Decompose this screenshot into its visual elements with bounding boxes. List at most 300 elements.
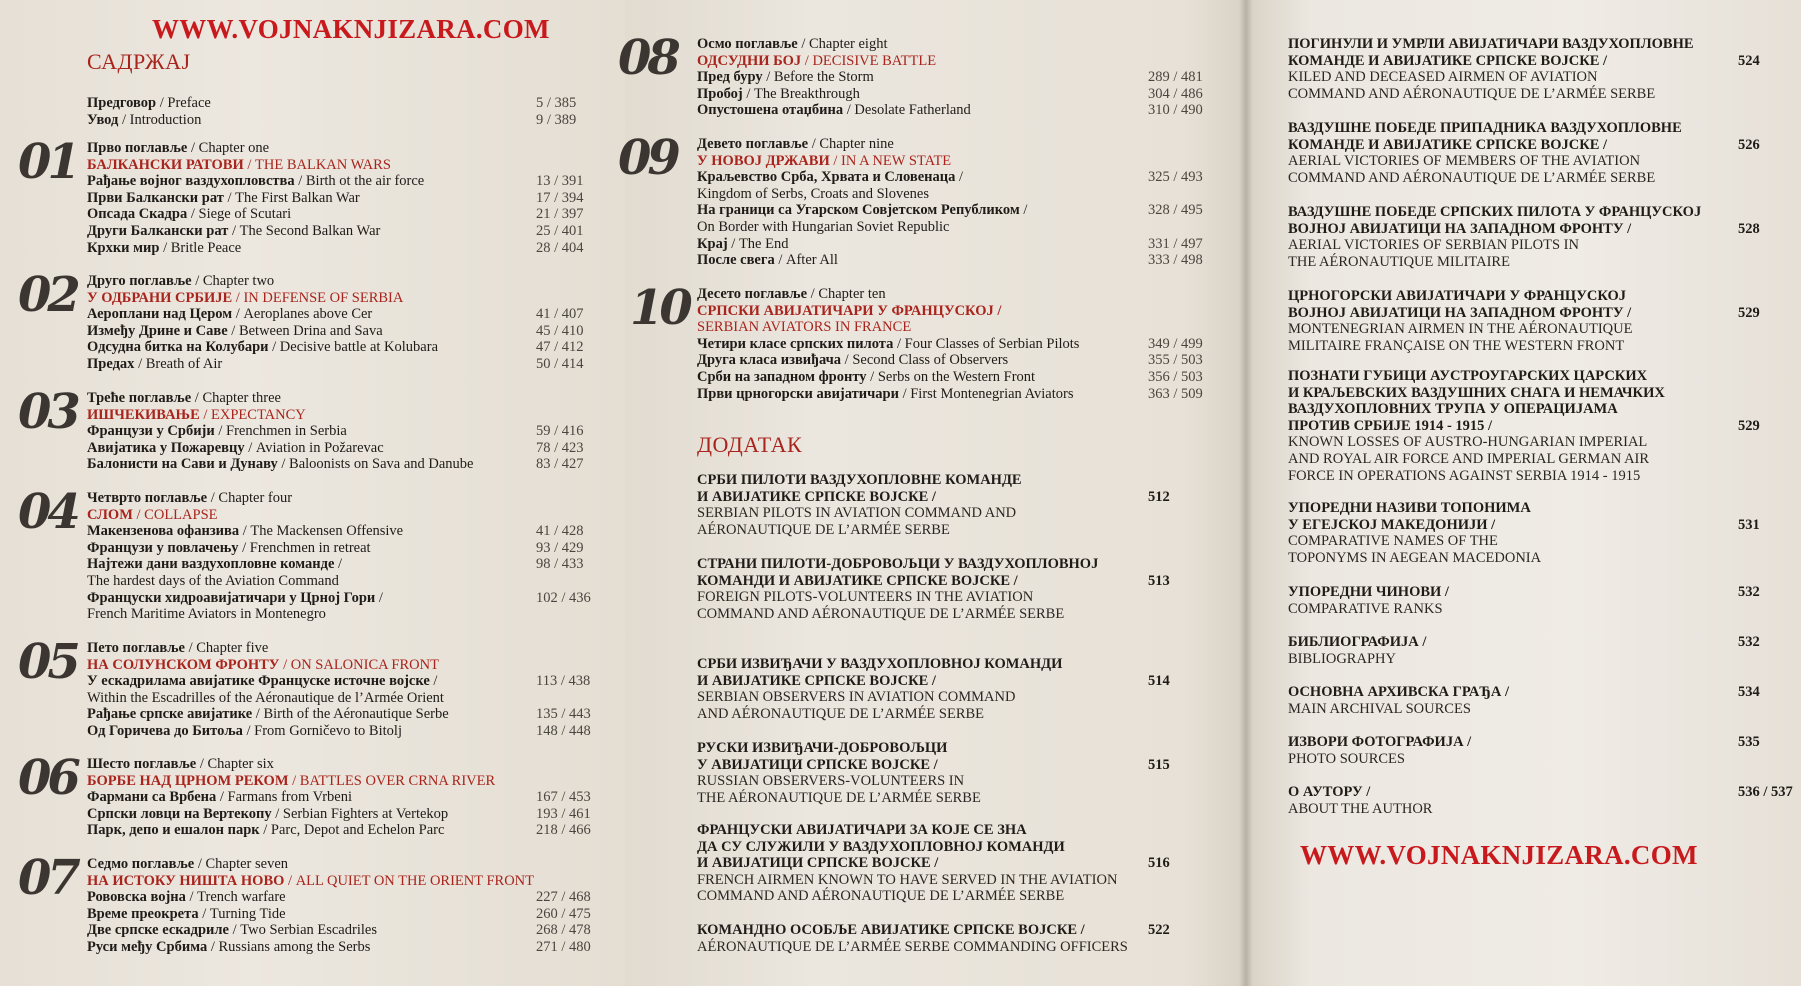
appendix-subtitle-line: COMPARATIVE RANKS: [1288, 600, 1443, 617]
chapter-heading: [87, 856, 288, 873]
entry-title-sr: Пред буру: [697, 69, 763, 86]
separator: /: [198, 905, 210, 922]
toc-entry[interactable]: [87, 423, 347, 440]
separator: /: [134, 356, 146, 372]
toc-entry[interactable]: [87, 706, 449, 723]
appendix-title-line[interactable]: ПРОТИВ СРБИЈЕ 1914 - 1915 /: [1288, 417, 1493, 434]
chapter-label-en: Chapter two: [202, 273, 275, 289]
entry-title-sr: Краљевство Срба, Хрвата и Словенаца: [697, 169, 956, 186]
appendix-title-line[interactable]: ПОГИНУЛИ И УМРЛИ АВИЈАТИЧАРИ ВАЗДУХОПЛОВНЕ: [1288, 36, 1694, 52]
chapter-label-sr: Четврто поглавље: [87, 490, 208, 506]
entry-title-en: Desolate Fatherland: [854, 102, 971, 119]
entry-title-sr: Авијатика у Пожаревцу: [87, 439, 245, 456]
separator: /: [801, 52, 813, 69]
toc-entry[interactable]: [87, 906, 286, 923]
chapter-title-en: ALL QUIET ON THE ORIENT FRONT: [295, 872, 534, 889]
chapter-title-sr: НА СОЛУНСКОМ ФРОНТУ: [87, 656, 280, 673]
page-number: 9 / 389: [536, 112, 577, 128]
separator: /: [244, 439, 256, 456]
separator: /: [156, 95, 168, 111]
toc-entry[interactable]: [87, 339, 438, 356]
toc-entry[interactable]: [697, 236, 788, 253]
appendix-title-line[interactable]: У АВИЈАТИЦИ СРПСКЕ ВОЈСКЕ /: [697, 756, 938, 773]
separator: /: [829, 152, 842, 169]
page-number: 325 / 493: [1148, 169, 1203, 186]
chapter-label-en: Chapter six: [207, 756, 274, 772]
separator: /: [196, 756, 208, 772]
entry-title-en: The Breakthrough: [754, 85, 860, 102]
toc-entry[interactable]: [697, 69, 874, 86]
separator: /: [214, 423, 227, 440]
appendix-subtitle-line: AÉRONAUTIQUE DE L’ARMÉE SERBE COMMANDING OFFICERS: [697, 938, 1128, 955]
page-number: 83 / 427: [536, 456, 584, 473]
chapter-title[interactable]: [87, 873, 534, 890]
page-fold: [1239, 0, 1253, 986]
chapter-title[interactable]: [87, 507, 218, 524]
chapter-title-en: DECISIVE BATTLE: [812, 52, 937, 69]
toc-entry[interactable]: [87, 723, 402, 740]
separator: /: [187, 206, 199, 223]
toc-entry-en: The hardest days of the Aviation Command: [87, 573, 339, 589]
toc-entry[interactable]: [87, 523, 403, 540]
toc-entry[interactable]: [87, 190, 360, 207]
separator: /: [294, 173, 306, 190]
entry-title-en: Second Class of Observers: [852, 352, 1009, 369]
appendix-subtitle-line: KNOWN LOSSES OF AUSTRO-HUNGARIAN IMPERIAL: [1288, 434, 1648, 451]
page-number: 531: [1738, 516, 1760, 533]
separator: /: [277, 456, 290, 473]
chapter-title[interactable]: [87, 773, 495, 790]
separator: /: [271, 805, 283, 822]
chapter-title[interactable]: [697, 303, 1001, 320]
chapter-title[interactable]: [87, 407, 306, 424]
page-number: 193 / 461: [536, 805, 591, 822]
appendix-title-line[interactable]: ВОЈНОЈ АВИЈАТИЦИ НА ЗАПАДНОМ ФРОНТУ /: [1288, 304, 1632, 321]
appendix-subtitle-line: MONTENEGRIAN AIRMEN IN THE AÉRONAUTIQUE: [1288, 321, 1633, 338]
separator: /: [955, 169, 964, 186]
appendix-title-line[interactable]: КОМАНДИ И АВИЈАТИКЕ СРПСКЕ ВОЈСКЕ /: [697, 572, 1018, 589]
entry-title-en: Decisive battle at Kolubara: [279, 339, 439, 356]
separator: /: [185, 889, 198, 906]
chapter-title-en: IN A NEW STATE: [841, 152, 952, 169]
entry-title-sr: Предах: [87, 356, 135, 372]
toc-entry[interactable]: [697, 386, 1073, 403]
chapter-title-en: COLLAPSE: [144, 506, 218, 523]
toc-entry[interactable]: [87, 323, 383, 340]
entry-title-sr: Опустошена отаџбина: [697, 102, 844, 119]
page-number: 535: [1738, 734, 1760, 750]
page-number: 331 / 497: [1148, 235, 1203, 252]
chapter-title-en: BATTLES OVER CRNA RIVER: [299, 772, 496, 789]
entry-title-en: Introduction: [129, 112, 202, 128]
appendix-title-line[interactable]: СРБИ ИЗВИЂАЧИ У ВАЗДУХОПЛОВНОЈ КОМАНДИ: [697, 656, 1063, 672]
separator: /: [259, 822, 271, 839]
page-number: 524: [1738, 52, 1760, 69]
separator: /: [288, 772, 300, 789]
appendix-title-line[interactable]: ВАЗДУШНЕ ПОБЕДЕ СРПСКИХ ПИЛОТА У ФРАНЦУСКОЈ: [1288, 204, 1702, 220]
page-number: 148 / 448: [536, 723, 591, 739]
appendix-title-line[interactable]: ДА СУ СЛУЖИЛИ У ВАЗДУХОПЛОВНОЈ КОМАНДИ: [697, 838, 1065, 855]
appendix-subtitle-line: MILITAIRE FRANÇAISE ON THE WESTERN FRONT: [1288, 337, 1625, 354]
toc-entry[interactable]: [87, 789, 352, 806]
separator: /: [843, 102, 855, 119]
appendix-subtitle-line: ABOUT THE AUTHOR: [1288, 800, 1433, 817]
page-number: 28 / 404: [536, 239, 584, 256]
chapter-title-en: SERBIAN AVIATORS IN FRANCE: [697, 319, 912, 336]
separator: /: [216, 789, 228, 806]
entry-title-en: Birth of the Aéronautique Serbe: [263, 706, 449, 723]
toc-entry-en: Kingdom of Serbs, Croats and Slovenes: [697, 185, 929, 202]
separator: /: [893, 335, 905, 352]
entry-title-en: Aviation in Požarevac: [255, 439, 384, 456]
toc-entry[interactable]: [87, 822, 444, 839]
chapter-title[interactable]: [697, 319, 911, 336]
page-number: 13 / 391: [536, 173, 584, 190]
toc-entry[interactable]: [697, 86, 860, 103]
chapter-title[interactable]: [87, 657, 439, 674]
toc-entry[interactable]: [87, 590, 383, 607]
appendix-title-line[interactable]: ВАЗДУШНЕ ПОБЕДЕ ПРИПАДНИКА ВАЗДУХОПЛОВНЕ: [1288, 120, 1682, 136]
chapter-number-02: 02: [18, 267, 77, 323]
appendix-title-line[interactable]: ЦРНОГОРСКИ АВИЈАТИЧАРИ У ФРАНЦУСКОЈ: [1288, 288, 1626, 304]
chapter-title-sr: БОРБЕ НАД ЦРНОМ РЕКОМ: [87, 772, 289, 789]
site-watermark-top: WWW.VOJNAKNJIZARA.COM: [152, 14, 550, 44]
appendix-subtitle-line: COMMAND AND AÉRONAUTIQUE DE L’ARMÉE SERBE: [1288, 169, 1656, 186]
appendix-title-line[interactable]: У ЕГЕЈСКОЈ МАКЕДОНИЈИ /: [1288, 516, 1496, 533]
page-number: 534: [1738, 684, 1760, 700]
appendix-subtitle-line: FORCE IN OPERATIONS AGAINST SERBIA 1914 - 1915: [1288, 467, 1641, 484]
separator: /: [762, 69, 774, 86]
separator: /: [199, 406, 212, 423]
chapter-number-03: 03: [18, 384, 77, 440]
entry-title-en: From Gorničevo to Bitolj: [254, 723, 402, 739]
page-number: 536 / 537: [1738, 784, 1793, 800]
appendix-title-line[interactable]: И АВИЈАТИКЕ СРПСКЕ ВОЈСКЕ /: [697, 488, 936, 505]
separator: /: [238, 539, 250, 556]
entry-title-sr: Французи у повлачењу: [87, 539, 239, 556]
entry-title-en: Frenchmen in retreat: [249, 539, 371, 556]
page-number: 47 / 412: [536, 339, 584, 356]
separator: /: [184, 640, 197, 656]
page-number: 113 / 438: [536, 673, 591, 690]
separator: /: [159, 239, 171, 256]
toc-entry[interactable]: [87, 356, 222, 373]
entry-title-en: Serbs on the Western Front: [877, 369, 1036, 385]
toc-entry-en: On Border with Hungarian Soviet Republic: [697, 219, 950, 235]
separator: /: [808, 136, 820, 152]
entry-title-en: Before the Storm: [773, 69, 874, 86]
page-number: 260 / 475: [536, 905, 591, 922]
chapter-label-en: Chapter one: [198, 140, 270, 156]
entry-title-sr: Рађање војног ваздухопловства: [87, 173, 295, 190]
toc-entry[interactable]: [697, 169, 963, 186]
toc-entry[interactable]: [87, 673, 437, 690]
appendix-subtitle-line: COMPARATIVE NAMES OF THE: [1288, 533, 1498, 550]
appendix-title-line[interactable]: ВАЗДУХОПЛОВНИХ ТРУПА У ОПЕРАЦИЈАМА: [1288, 401, 1618, 418]
chapter-title[interactable]: [697, 153, 951, 170]
chapter-number-09: 09: [618, 130, 677, 186]
separator: /: [191, 273, 203, 289]
chapter-title-sr: ИШЧЕКИВАЊЕ: [87, 406, 200, 423]
page-number: 227 / 468: [536, 889, 591, 906]
entry-title-sr: После свега: [697, 252, 775, 269]
separator: /: [187, 140, 199, 156]
entry-title-sr: Рађање српске авијатике: [87, 706, 253, 723]
page-number: 78 / 423: [536, 439, 584, 456]
separator: /: [742, 85, 755, 102]
separator: /: [132, 506, 145, 523]
appendix-title-line[interactable]: КОМАНДЕ И АВИЈАТИКЕ СРПСКЕ ВОЈСКЕ /: [1288, 136, 1608, 153]
appendix-title-line[interactable]: ОСНОВНА АРХИВСКА ГРАЂА /: [1288, 684, 1510, 700]
chapter-heading: [87, 756, 274, 773]
entry-title-en: Britle Peace: [170, 239, 242, 256]
page-number: 304 / 486: [1148, 85, 1203, 102]
entry-title-en: After All: [785, 252, 838, 269]
entry-title-sr: Пробој: [697, 85, 743, 102]
entry-title-sr: У ескадрилама авијатике Француске источне војске: [87, 673, 430, 690]
entry-title-en: Turning Tide: [209, 905, 286, 922]
page-number: 512: [1148, 488, 1170, 505]
entry-title-sr: Увод: [87, 112, 119, 128]
entry-title-sr: Од Горичева до Битоља: [87, 723, 243, 739]
appendix-subtitle-line: COMMAND AND AÉRONAUTIQUE DE L’ARMÉE SERBE: [1288, 85, 1656, 102]
appendix-title-line[interactable]: ИЗВОРИ ФОТОГРАФИЈА /: [1288, 734, 1472, 750]
page-number: 516: [1148, 855, 1170, 872]
chapter-heading: [87, 140, 269, 157]
separator: /: [866, 369, 878, 385]
page-number: 289 / 481: [1148, 69, 1203, 86]
entry-title-en: Trench warfare: [197, 889, 286, 906]
toc-entry[interactable]: [87, 112, 201, 129]
separator: /: [239, 523, 251, 540]
chapter-heading: [697, 36, 888, 53]
separator: /: [268, 339, 280, 356]
entry-title-sr: Француски хидроавијатичари у Црној Гори: [87, 589, 376, 606]
chapter-title-sr: У НОВОЈ ДРЖАВИ: [697, 152, 830, 169]
appendix-title-line[interactable]: И АВИЈАТИКЕ СРПСКЕ ВОЈСКЕ /: [697, 672, 936, 689]
entry-title-sr: Друга класа извиђача: [697, 352, 842, 369]
chapter-label-sr: Девето поглавље: [697, 136, 809, 152]
appendix-title-line[interactable]: И КРАЉЕВСКИХ ВАЗДУШНИХ СНАГА И НЕМАЧКИХ: [1288, 384, 1665, 401]
chapter-title-sr: НА ИСТОКУ НИШТА НОВО: [87, 872, 285, 889]
separator: /: [774, 252, 786, 269]
page-number: 135 / 443: [536, 706, 591, 723]
page-number: 17 / 394: [536, 189, 584, 206]
chapter-number-06: 06: [18, 750, 77, 806]
page-number: 515: [1148, 756, 1170, 773]
page-number: 167 / 453: [536, 789, 591, 806]
appendix-subtitle-line: AERIAL VICTORIES OF SERBIAN PILOTS IN: [1288, 237, 1579, 254]
page-number: 529: [1738, 304, 1760, 321]
separator: /: [191, 390, 203, 406]
toc-entry[interactable]: [697, 352, 1008, 369]
toc-entry[interactable]: [87, 206, 291, 223]
entry-title-en: Between Drina and Sava: [238, 322, 383, 339]
toc-entry-en: Within the Escadrilles of the Aéronautique de l’Armée Orient: [87, 689, 444, 706]
entry-title-sr: Две српске ескадриле: [87, 922, 229, 939]
contents-title: САДРЖАЈ: [87, 49, 191, 74]
appendix-subtitle-line: COMMAND AND AÉRONAUTIQUE DE L’ARMÉE SERBE: [697, 605, 1065, 622]
appendix-title-line[interactable]: О АУТОРУ /: [1288, 784, 1371, 800]
appendix-title-line[interactable]: ВОЈНОЈ АВИЈАТИЦИ НА ЗАПАДНОМ ФРОНТУ /: [1288, 220, 1632, 237]
appendix-title-line[interactable]: СТРАНИ ПИЛОТИ-ДОБРОВОЉЦИ У ВАЗДУХОПЛОВНОЈ: [697, 556, 1099, 572]
page-number: 93 / 429: [536, 539, 584, 556]
entry-title-en: The End: [738, 235, 789, 252]
appendix-subtitle-line: PHOTO SOURCES: [1288, 750, 1405, 767]
page-number: 59 / 416: [536, 423, 584, 440]
page-number: 333 / 498: [1148, 252, 1203, 269]
page-number: 310 / 490: [1148, 102, 1203, 119]
page-number: 271 / 480: [536, 939, 591, 955]
toc-entry[interactable]: [697, 102, 971, 119]
separator: /: [334, 556, 343, 573]
page-number: 328 / 495: [1148, 202, 1203, 219]
chapter-number-10: 10: [630, 280, 689, 336]
appendix-subtitle-line: FRENCH AIRMEN KNOWN TO HAVE SERVED IN THE AVIATION: [697, 871, 1118, 888]
toc-entry[interactable]: [87, 806, 448, 823]
toc-entry[interactable]: [87, 540, 371, 557]
toc-entry[interactable]: [697, 369, 1035, 386]
chapter-label-en: Chapter three: [202, 390, 281, 406]
appendix-title-line[interactable]: СРБИ ПИЛОТИ ВАЗДУХОПЛОВНЕ КОМАНДЕ: [697, 472, 1022, 488]
separator: /: [807, 286, 819, 302]
separator: /: [223, 189, 236, 206]
page-number: 21 / 397: [536, 206, 584, 223]
appendix-subtitle-line: AND ROYAL AIR FORCE AND IMPERIAL GERMAN AIR: [1288, 451, 1650, 467]
page-number: 532: [1738, 634, 1760, 650]
separator: /: [252, 706, 264, 723]
entry-title-en: Siege of Scutari: [198, 206, 292, 223]
chapter-title-sr: СЛОМ: [87, 506, 133, 523]
separator: /: [228, 922, 241, 939]
appendix-subtitle-line: SERBIAN PILOTS IN AVIATION COMMAND AND: [697, 505, 1017, 522]
appendix-subtitle-line: THE AÉRONAUTIQUE DE L’ARMÉE SERBE: [697, 789, 981, 806]
toc-entry[interactable]: [697, 202, 1027, 219]
chapter-label-en: Chapter four: [218, 490, 293, 506]
page-number: 268 / 478: [536, 922, 591, 939]
chapter-title[interactable]: [87, 290, 403, 307]
appendix-title-line[interactable]: БИБЛИОГРАФИЈА /: [1288, 634, 1427, 650]
separator: /: [898, 385, 911, 402]
page-number: 513: [1148, 572, 1170, 589]
toc-entry[interactable]: [87, 939, 370, 956]
entry-title-sr: Други Балкански рат: [87, 223, 229, 239]
appendix-subtitle-line: BIBLIOGRAPHY: [1288, 650, 1396, 667]
entry-title-sr: Српски ловци на Вертекопу: [87, 805, 272, 822]
toc-entry[interactable]: [87, 173, 424, 190]
entry-title-sr: Макензенова офанзива: [87, 523, 240, 540]
entry-title-sr: Французи у Србији: [87, 423, 215, 440]
toc-entry[interactable]: [87, 95, 211, 112]
toc-entry[interactable]: [87, 889, 286, 906]
chapter-title[interactable]: [87, 157, 391, 174]
page-number: 218 / 466: [536, 822, 591, 839]
toc-entry[interactable]: [87, 556, 342, 573]
page-number: 532: [1738, 584, 1760, 600]
separator: /: [242, 723, 255, 739]
chapter-title-sr: СРПСКИ АВИЈАТИЧАРИ У ФРАНЦУСКОЈ /: [697, 302, 1002, 319]
entry-title-en: Preface: [167, 95, 211, 111]
appendix-title-line[interactable]: УПОРЕДНИ НАЗИВИ ТОПОНИМА: [1288, 500, 1531, 516]
separator: /: [1019, 202, 1028, 219]
entry-title-en: Frenchmen in Serbia: [226, 423, 347, 440]
toc-entry[interactable]: [697, 252, 838, 269]
toc-entry[interactable]: [87, 306, 372, 323]
page-number: 528: [1738, 220, 1760, 237]
toc-entry[interactable]: [87, 223, 380, 240]
entry-title-sr: Руси међу Србима: [87, 939, 208, 955]
entry-title-sr: Први црногорски авијатичари: [697, 385, 899, 402]
page-number: 98 / 433: [536, 556, 584, 573]
entry-title-sr: Између Дрине и Саве: [87, 322, 228, 339]
entry-title-sr: Парк, депо и ешалон парк: [87, 822, 260, 839]
appendix-subtitle-line: AND AÉRONAUTIQUE DE L’ARMÉE SERBE: [697, 705, 985, 722]
separator: /: [228, 223, 240, 239]
page-number: 356 / 503: [1148, 369, 1203, 385]
entry-title-en: Two Serbian Escadriles: [240, 922, 377, 939]
entry-title-en: The First Balkan War: [235, 189, 360, 206]
chapter-number-08: 08: [618, 30, 677, 86]
entry-title-en: Breath of Air: [145, 356, 223, 372]
appendix-title-line[interactable]: РУСКИ ИЗВИЂАЧИ-ДОБРОВОЉЦИ: [697, 740, 948, 756]
page-number: 526: [1738, 136, 1760, 153]
chapter-heading: [697, 286, 886, 303]
entry-title-sr: Предговор: [87, 95, 157, 111]
toc-entry[interactable]: [87, 922, 377, 939]
appendix-subtitle-line: RUSSIAN OBSERVERS-VOLUNTEERS IN: [697, 773, 965, 790]
appendix-title: ДОДАТАК: [697, 432, 803, 457]
chapter-label-sr: Десето поглавље: [697, 286, 808, 302]
toc-entry[interactable]: [87, 240, 241, 257]
appendix-title-line[interactable]: КОМАНДЕ И АВИЈАТИКЕ СРПСКЕ ВОЈСКЕ /: [1288, 52, 1608, 69]
separator: /: [429, 673, 438, 690]
separator: /: [841, 352, 853, 369]
chapter-label-sr: Шесто поглавље: [87, 756, 197, 772]
page-number: 50 / 414: [536, 356, 584, 372]
page-number: 5 / 385: [536, 95, 577, 111]
appendix-title-line[interactable]: И АВИЈАТИЦИ СРПСКЕ ВОЈСКЕ /: [697, 855, 939, 872]
entry-title-en: The Mackensen Offensive: [250, 523, 404, 540]
page-number: 522: [1148, 922, 1170, 938]
separator: /: [232, 306, 244, 323]
site-watermark-bottom: WWW.VOJNAKNJIZARA.COM: [1300, 840, 1698, 870]
separator: /: [232, 289, 244, 306]
entry-title-en: The Second Balkan War: [239, 223, 381, 239]
chapter-title[interactable]: [697, 53, 936, 70]
appendix-title-line[interactable]: ФРАНЦУСКИ АВИЈАТИЧАРИ ЗА КОЈЕ СЕ ЗНА: [697, 822, 1027, 838]
entry-title-sr: Крај: [697, 235, 728, 252]
appendix-title-line[interactable]: КОМАНДНО ОСОБЉЕ АВИЈАТИКЕ СРПСКЕ ВОЈСКЕ /: [697, 922, 1085, 938]
entry-title-sr: Одсудна битка на Колубари: [87, 339, 269, 356]
chapter-title-sr: У ОДБРАНИ СРБИЈЕ: [87, 289, 233, 306]
chapter-heading: [697, 136, 894, 153]
separator: /: [279, 656, 291, 673]
toc-entry[interactable]: [697, 336, 1079, 353]
separator: /: [207, 490, 219, 506]
appendix-title-line[interactable]: ПОЗНАТИ ГУБИЦИ АУСТРОУГАРСКИХ ЦАРСКИХ: [1288, 368, 1648, 384]
chapter-title-en: THE BALKAN WARS: [255, 156, 391, 173]
toc-entry[interactable]: [87, 440, 384, 457]
entry-title-en: Farmans from Vrbeni: [227, 789, 353, 806]
toc-entry[interactable]: [87, 456, 474, 473]
entry-title-sr: Крхки мир: [87, 239, 160, 256]
chapter-label-sr: Прво поглавље: [87, 140, 188, 156]
toc-entry-en: French Maritime Aviators in Montenegro: [87, 606, 326, 623]
page-number: 529: [1738, 417, 1760, 434]
page-number: 45 / 410: [536, 322, 584, 339]
chapter-heading: [87, 273, 274, 290]
appendix-title-line[interactable]: УПОРЕДНИ ЧИНОВИ /: [1288, 584, 1449, 600]
